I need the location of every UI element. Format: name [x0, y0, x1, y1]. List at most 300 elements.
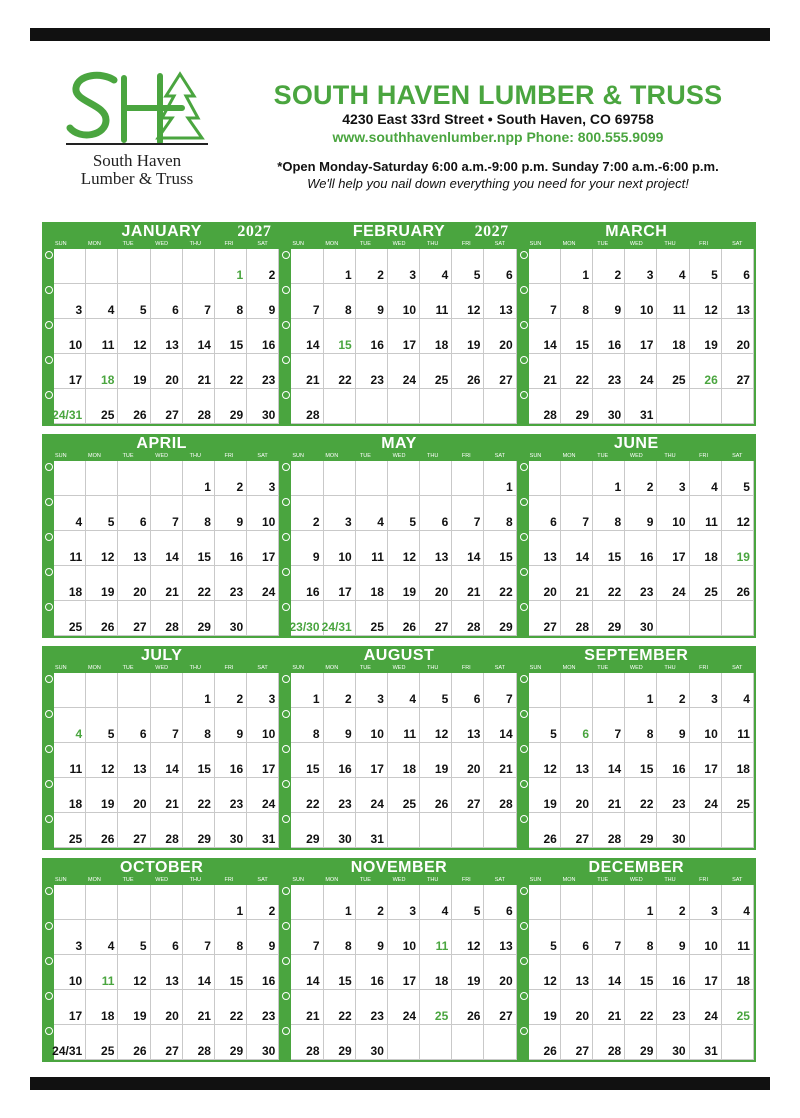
- day-number: 21: [197, 1009, 211, 1023]
- day-cell: [561, 354, 593, 389]
- day-number: 5: [550, 939, 557, 953]
- day-cell: [324, 990, 356, 1025]
- weekday-label: SUN: [529, 665, 542, 671]
- day-cell: [388, 778, 420, 813]
- month-name: FEBRUARY: [352, 223, 446, 240]
- day-cell: [215, 743, 247, 778]
- day-cell: [151, 885, 183, 920]
- day-number: 23: [672, 797, 686, 811]
- day-cell: [484, 743, 516, 778]
- moon-phase-icon: [520, 391, 528, 399]
- day-number: 22: [607, 585, 622, 599]
- day-cell: [388, 354, 420, 389]
- day-cell: [215, 389, 247, 424]
- day-number: 4: [75, 727, 83, 741]
- day-number: 30: [229, 832, 244, 846]
- day-number: 19: [434, 762, 449, 776]
- day-cell: [529, 389, 561, 424]
- day-cell: [561, 389, 593, 424]
- day-cell: [388, 920, 420, 955]
- day-number: 8: [312, 727, 320, 741]
- day-number: 13: [165, 974, 179, 988]
- weekday-label: TUE: [359, 665, 371, 671]
- day-cell: [291, 920, 323, 955]
- day-grid: [54, 885, 279, 1060]
- day-number: 20: [499, 338, 513, 352]
- day-number: 5: [550, 727, 557, 741]
- day-cell: [625, 531, 657, 566]
- moon-phase-icon: [520, 887, 528, 895]
- moon-phase-cell: [281, 955, 291, 990]
- weekday-header: [519, 240, 754, 249]
- day-number: 27: [575, 1044, 590, 1058]
- day-number: 5: [107, 515, 115, 529]
- day-cell: [420, 885, 452, 920]
- day-cell: [247, 496, 279, 531]
- day-number: 1: [646, 904, 654, 918]
- day-cell: [324, 496, 356, 531]
- sh-pine-tree-logo: [62, 66, 212, 150]
- day-number: 13: [467, 727, 481, 741]
- day-number: 6: [441, 515, 449, 529]
- day-number: 3: [711, 692, 718, 706]
- day-number: 20: [736, 338, 750, 352]
- day-cell: [183, 920, 215, 955]
- logo-name-line2: Lumber & Truss: [80, 169, 194, 188]
- day-number: 22: [640, 1009, 654, 1023]
- day-number: 26: [133, 408, 147, 422]
- day-number: 12: [704, 303, 718, 317]
- day-cell: [484, 249, 516, 284]
- moon-phase-cell: [519, 673, 529, 708]
- day-cell: [324, 673, 356, 708]
- day-cell: [151, 531, 183, 566]
- day-cell: [118, 601, 150, 636]
- day-cell: [388, 990, 420, 1025]
- day-number: 7: [473, 515, 481, 529]
- day-cell: [291, 673, 323, 708]
- day-cell: [452, 778, 484, 813]
- day-cell: [247, 1025, 279, 1060]
- moon-phase-icon: [45, 992, 53, 1000]
- moon-phase-icon: [45, 710, 53, 718]
- day-number: 7: [312, 303, 320, 317]
- day-cell: [657, 743, 689, 778]
- day-cell: [625, 496, 657, 531]
- day-number: 16: [261, 974, 276, 988]
- weekday-label: SAT: [732, 453, 743, 459]
- day-cell: [356, 708, 388, 743]
- day-cell: [247, 566, 279, 601]
- day-cell: [484, 531, 516, 566]
- day-number: 13: [736, 303, 750, 317]
- day-cell: [247, 813, 279, 848]
- day-number: 1: [236, 268, 244, 282]
- month-body: [281, 885, 516, 1060]
- day-cell: [529, 601, 561, 636]
- moon-phase-cell: [44, 885, 54, 920]
- month-title: [44, 860, 279, 876]
- day-grid: [291, 249, 516, 424]
- month-december: [519, 860, 754, 1060]
- moon-phase-cell: [281, 990, 291, 1025]
- day-number: 11: [69, 762, 83, 776]
- day-cell: [452, 955, 484, 990]
- day-cell: [452, 673, 484, 708]
- day-cell: [657, 920, 689, 955]
- day-cell: [118, 461, 150, 496]
- weekday-label: SAT: [494, 241, 506, 247]
- day-cell: [722, 601, 754, 636]
- day-number: 27: [133, 620, 147, 634]
- day-number: 23/30: [289, 620, 320, 634]
- top-black-bar: [30, 28, 770, 41]
- day-grid: [291, 673, 516, 848]
- day-number: 21: [607, 797, 622, 811]
- day-number: 10: [261, 515, 276, 529]
- day-cell: [722, 249, 754, 284]
- weekday-label: THU: [664, 665, 676, 671]
- weekday-header: [44, 876, 279, 885]
- day-cell: [151, 743, 183, 778]
- day-number: 29: [306, 832, 320, 846]
- day-cell: [690, 461, 722, 496]
- moon-phase-cell: [519, 955, 529, 990]
- day-cell: [484, 319, 516, 354]
- day-cell: [247, 885, 279, 920]
- day-number: 18: [704, 550, 718, 564]
- day-number: 3: [646, 268, 654, 282]
- month-body: [44, 673, 279, 848]
- day-number: 29: [197, 620, 211, 634]
- day-cell: [420, 249, 452, 284]
- weekday-label: THU: [426, 453, 439, 459]
- day-number: 25: [402, 797, 417, 811]
- day-number: 10: [261, 727, 276, 741]
- day-cell: [321, 601, 356, 636]
- day-number: 19: [133, 373, 147, 387]
- day-number: 16: [261, 338, 276, 352]
- day-number: 15: [640, 762, 654, 776]
- day-number: 26: [101, 832, 115, 846]
- day-number: 9: [236, 727, 244, 741]
- day-number: 23: [672, 1009, 686, 1023]
- moon-phase-icon: [520, 321, 528, 329]
- day-cell: [561, 813, 593, 848]
- day-number: 26: [543, 832, 557, 846]
- day-number: 15: [575, 338, 590, 352]
- store-hours: *Open Monday-Saturday 6:00 a.m.-9:00 p.m. Sunday 7:00 a.m.-6:00 p.m.: [277, 159, 719, 174]
- day-cell: [215, 778, 247, 813]
- day-number: 29: [640, 1044, 654, 1058]
- day-cell: [722, 673, 754, 708]
- moon-phase-icon: [520, 251, 528, 259]
- day-number: 5: [473, 268, 481, 282]
- weekday-label: FRI: [699, 453, 709, 459]
- day-cell: [86, 813, 118, 848]
- day-cell: [484, 990, 516, 1025]
- day-cell: [356, 249, 388, 284]
- day-number: 12: [543, 974, 557, 988]
- day-cell: [86, 920, 118, 955]
- moon-phase-icon: [45, 887, 53, 895]
- moon-phase-cell: [519, 813, 529, 848]
- day-number: 31: [704, 1044, 718, 1058]
- day-number: 19: [467, 974, 481, 988]
- day-cell: [452, 1025, 484, 1060]
- day-number: 7: [614, 939, 622, 953]
- day-cell: [291, 1025, 323, 1060]
- moon-phase-cell: [44, 743, 54, 778]
- day-cell: [118, 673, 150, 708]
- weekday-label: MON: [88, 241, 101, 247]
- day-cell: [183, 743, 215, 778]
- day-number: 27: [575, 832, 590, 846]
- moon-phase-cell: [44, 708, 54, 743]
- moon-phase-cell: [519, 284, 529, 319]
- moon-phase-icon: [282, 1027, 290, 1035]
- day-number: 4: [377, 515, 384, 529]
- moon-phase-icon: [520, 992, 528, 1000]
- day-number: 1: [582, 268, 590, 282]
- day-number: 7: [550, 303, 557, 317]
- day-cell: [54, 461, 86, 496]
- day-number: 6: [743, 268, 750, 282]
- day-cell: [420, 743, 452, 778]
- day-cell: [356, 601, 388, 636]
- day-number: 30: [261, 408, 276, 422]
- day-cell: [54, 743, 86, 778]
- moon-phase-column: [44, 885, 54, 1060]
- day-number: 18: [736, 762, 750, 776]
- day-cell: [388, 743, 420, 778]
- day-cell: [86, 249, 118, 284]
- day-cell: [529, 990, 561, 1025]
- month-february: [281, 224, 516, 424]
- moon-phase-icon: [45, 251, 53, 259]
- moon-phase-icon: [45, 286, 53, 294]
- day-number: 13: [133, 550, 147, 564]
- day-cell: [722, 319, 754, 354]
- weekday-label: FRI: [461, 453, 471, 459]
- quarter-3: [42, 646, 756, 850]
- day-cell: [561, 743, 593, 778]
- day-cell: [247, 531, 279, 566]
- day-number: 22: [229, 373, 244, 387]
- day-cell: [484, 389, 516, 424]
- day-number: 30: [229, 620, 244, 634]
- day-cell: [215, 249, 247, 284]
- day-cell: [529, 885, 561, 920]
- day-cell: [529, 673, 561, 708]
- month-name: NOVEMBER: [350, 859, 448, 876]
- day-cell: [324, 955, 356, 990]
- day-number: 20: [543, 585, 557, 599]
- day-number: 23: [370, 1009, 384, 1023]
- day-cell: [356, 920, 388, 955]
- day-number: 21: [197, 373, 211, 387]
- day-number: 14: [575, 550, 590, 564]
- moon-phase-icon: [282, 568, 290, 576]
- moon-phase-cell: [281, 531, 291, 566]
- weekday-label: WED: [392, 453, 406, 459]
- month-title: [519, 860, 754, 876]
- day-number: 20: [467, 762, 481, 776]
- day-cell: [118, 389, 150, 424]
- day-number: 17: [370, 762, 384, 776]
- moon-phase-cell: [281, 885, 291, 920]
- day-grid: [54, 461, 279, 636]
- day-cell: [118, 743, 150, 778]
- day-number: 28: [197, 408, 211, 422]
- day-cell: [420, 601, 452, 636]
- day-cell: [484, 813, 516, 848]
- day-cell: [183, 496, 215, 531]
- day-cell: [625, 920, 657, 955]
- day-number: 22: [338, 1009, 352, 1023]
- day-number: 16: [229, 550, 244, 564]
- day-number: 16: [607, 338, 622, 352]
- day-number: 3: [268, 692, 276, 706]
- day-number: 18: [101, 373, 115, 387]
- day-cell: [452, 566, 484, 601]
- moon-phase-icon: [45, 1027, 53, 1035]
- day-cell: [86, 566, 118, 601]
- day-cell: [151, 319, 183, 354]
- moon-phase-icon: [45, 568, 53, 576]
- day-cell: [118, 990, 150, 1025]
- day-number: 22: [499, 585, 513, 599]
- day-cell: [388, 461, 420, 496]
- day-number: 26: [402, 620, 417, 634]
- moon-phase-column: [519, 461, 529, 636]
- day-cell: [452, 461, 484, 496]
- weekday-label: SAT: [494, 877, 506, 883]
- day-cell: [452, 990, 484, 1025]
- day-cell: [593, 885, 625, 920]
- moon-phase-icon: [282, 815, 290, 823]
- weekday-label: SUN: [292, 665, 304, 671]
- day-cell: [625, 461, 657, 496]
- day-number: 20: [575, 1009, 590, 1023]
- day-cell: [561, 461, 593, 496]
- day-number: 20: [165, 373, 179, 387]
- day-cell: [593, 389, 625, 424]
- day-number: 4: [743, 692, 750, 706]
- day-cell: [625, 601, 657, 636]
- moon-phase-icon: [45, 533, 53, 541]
- day-cell: [291, 319, 323, 354]
- day-cell: [561, 920, 593, 955]
- day-cell: [593, 920, 625, 955]
- day-number: 25: [101, 408, 115, 422]
- moon-phase-cell: [519, 743, 529, 778]
- day-cell: [118, 920, 150, 955]
- day-cell: [356, 319, 388, 354]
- day-cell: [484, 601, 516, 636]
- day-number: 14: [306, 974, 320, 988]
- day-grid: [54, 249, 279, 424]
- day-cell: [420, 389, 452, 424]
- day-number: 25: [101, 1044, 115, 1058]
- day-cell: [561, 566, 593, 601]
- day-cell: [529, 496, 561, 531]
- month-august: [281, 648, 516, 848]
- month-title: [281, 648, 516, 664]
- day-number: 5: [473, 904, 481, 918]
- day-number: 27: [736, 373, 750, 387]
- day-number: 13: [165, 338, 179, 352]
- day-number: 7: [505, 692, 513, 706]
- moon-phase-cell: [519, 778, 529, 813]
- day-number: 10: [338, 550, 352, 564]
- day-cell: [690, 249, 722, 284]
- day-cell: [690, 566, 722, 601]
- day-cell: [247, 284, 279, 319]
- moon-phase-cell: [281, 566, 291, 601]
- day-number: 10: [704, 727, 718, 741]
- day-cell: [690, 389, 722, 424]
- day-number: 8: [236, 303, 244, 317]
- day-number: 13: [575, 974, 590, 988]
- day-number: 29: [640, 832, 654, 846]
- month-name: MARCH: [605, 223, 668, 240]
- day-cell: [452, 743, 484, 778]
- day-number: 26: [736, 585, 750, 599]
- day-cell: [356, 389, 388, 424]
- day-number: 10: [402, 939, 417, 953]
- weekday-label: MON: [325, 453, 339, 459]
- day-cell: [593, 743, 625, 778]
- month-body: [519, 885, 754, 1060]
- moon-phase-cell: [44, 778, 54, 813]
- day-number: 9: [678, 727, 686, 741]
- day-cell: [86, 778, 118, 813]
- day-number: 9: [377, 303, 384, 317]
- moon-phase-cell: [44, 955, 54, 990]
- day-cell: [388, 531, 420, 566]
- day-number: 15: [338, 974, 352, 988]
- day-cell: [388, 601, 420, 636]
- weekday-label: SAT: [257, 453, 268, 459]
- day-cell: [324, 249, 356, 284]
- moon-phase-icon: [45, 675, 53, 683]
- day-cell: [529, 920, 561, 955]
- weekday-label: WED: [629, 453, 643, 459]
- weekday-label: WED: [392, 665, 406, 671]
- day-cell: [388, 389, 420, 424]
- day-cell: [690, 1025, 722, 1060]
- day-number: 14: [543, 338, 557, 352]
- moon-phase-cell: [281, 461, 291, 496]
- month-title: [519, 436, 754, 452]
- day-cell: [657, 249, 689, 284]
- day-number: 20: [133, 797, 147, 811]
- day-number: 25: [672, 373, 686, 387]
- day-cell: [484, 778, 516, 813]
- day-number: 16: [370, 974, 384, 988]
- month-october: [44, 860, 279, 1060]
- day-number: 18: [101, 1009, 115, 1023]
- day-number: 1: [345, 904, 352, 918]
- day-number: 10: [68, 338, 83, 352]
- day-cell: [356, 566, 388, 601]
- day-cell: [388, 566, 420, 601]
- month-title: [519, 648, 754, 664]
- moon-phase-icon: [520, 603, 528, 611]
- day-cell: [657, 778, 689, 813]
- day-number: 11: [672, 303, 686, 317]
